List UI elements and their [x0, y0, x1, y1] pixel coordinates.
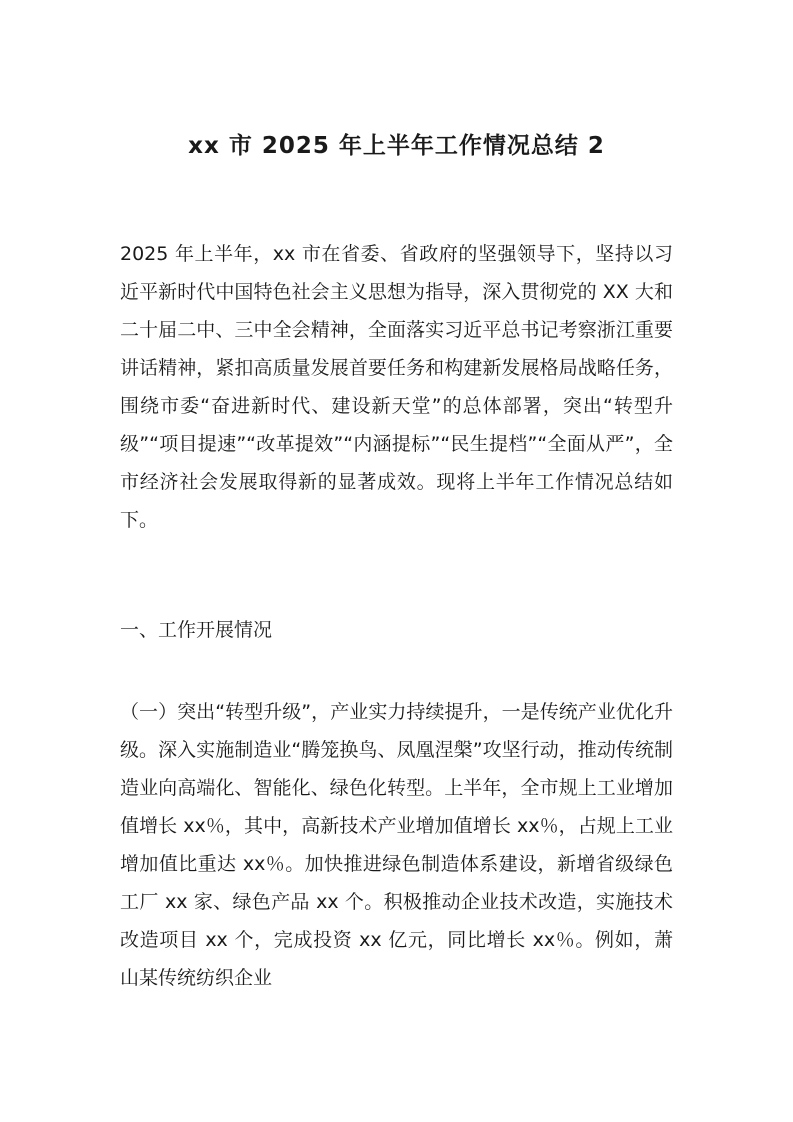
- section-heading: 一、工作开展情况: [120, 619, 273, 641]
- intro-paragraph: 2025 年上半年，xx 市在省委、省政府的坚强领导下，坚持以习近平新时代中国特色社会主义思想为指导，深入贯彻党的 XX 大和二十届二中、三中全会精神，全面落实习近平总书记考察浙江重要讲话精神，紧扣高质量发展首要任务和构建新发展格局战略任务，围绕市委“奋进新时代、建设新天堂”的总体部署，突出“转型升级”“项目提速”“改革提效”“内涵提标”“民生提档”“全面从严”，全市经济社会发展取得新的显著成效。现将上半年工作情况总结如下。: [120, 243, 673, 531]
- section-paragraph: （一）突出“转型升级”，产业实力持续提升，一是传统产业优化升级。深入实施制造业“腾笼换鸟、凤凰涅槃”攻坚行动，推动传统制造业向高端化、智能化、绿色化转型。上半年，全市规上工业增加值增长 xx％，其中，高新技术产业增加值增长 xx％，占规上工业增加值比重达 xx％。加快推进绿色制造体系建设，新增省级绿色工厂 xx 家、绿色产品 xx 个。积极推动企业技术改造，实施技术改造项目 xx 个，完成投资 xx 亿元，同比增长 xx％。例如，萧山某传统纺织企业: [120, 701, 673, 989]
- document-title: xx 市 2025 年上半年工作情况总结 2: [188, 133, 605, 159]
